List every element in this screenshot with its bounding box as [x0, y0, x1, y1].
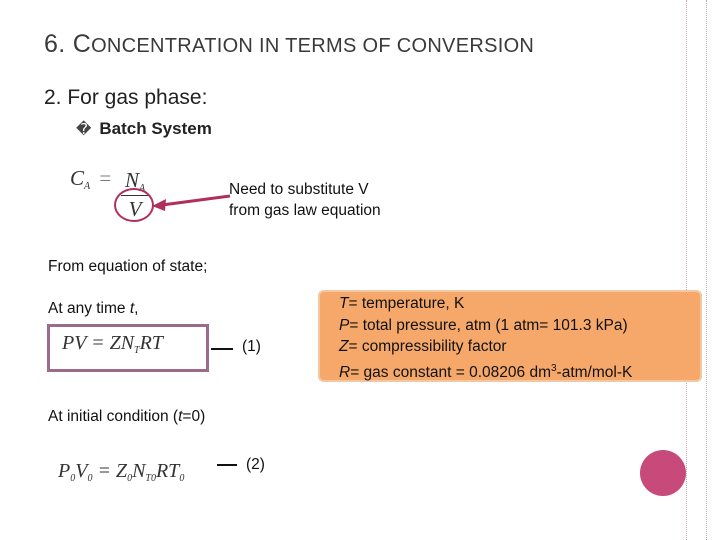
equation-2: $P_0V_0 = Z_0N_{T0}RT_0$	[58, 460, 185, 484]
equation-1-tag: (1)	[242, 338, 261, 355]
dash	[217, 464, 237, 466]
eq-lhs-sub: A	[84, 181, 91, 192]
any-time-label: At any time t,	[48, 300, 139, 317]
bullet-marker: �	[76, 121, 92, 138]
note-line: from gas law equation	[229, 202, 381, 219]
dash	[211, 348, 233, 350]
title-rest: ONCENTRATION IN TERMS OF CONVERSION	[91, 35, 535, 57]
pointer-arrow-icon	[150, 190, 232, 214]
equation-2-tag: (2)	[246, 456, 265, 473]
bullet-batch-system	[76, 119, 212, 139]
definition-item: Z= compressibility factor	[339, 338, 507, 355]
eq-equals: =	[99, 166, 112, 190]
definition-item: T= temperature, K	[339, 295, 465, 312]
definition-item: P= total pressure, atm (1 atm= 101.3 kPa)	[339, 316, 628, 334]
definitions-list	[339, 293, 632, 383]
fraction-numerator: $N_A$	[124, 168, 146, 194]
initial-condition-label: At initial condition (t=0)	[48, 408, 206, 425]
slide-title	[44, 30, 534, 59]
substitution-note	[229, 179, 381, 221]
decorative-circle	[640, 450, 686, 496]
decorative-border-line	[706, 0, 708, 540]
equation-1: PV = $ZN_TRT$	[62, 332, 163, 356]
highlight-circle	[114, 188, 154, 222]
bullet-label: Batch System	[99, 119, 212, 138]
eq-lhs: C	[70, 166, 85, 190]
title-number: 6. C	[44, 30, 92, 58]
note-line: Need to substitute V	[229, 181, 369, 198]
section-heading: 2. For gas phase:	[44, 86, 208, 109]
definitions-box	[318, 290, 702, 382]
state-label: From equation of state;	[48, 258, 208, 275]
decorative-border-line	[686, 0, 688, 540]
concentration-equation	[70, 166, 111, 192]
fraction-denominator: V	[128, 197, 142, 221]
definition-item: R= gas constant = 0.08206 $dm^3-atm/mol-K$	[339, 362, 633, 381]
